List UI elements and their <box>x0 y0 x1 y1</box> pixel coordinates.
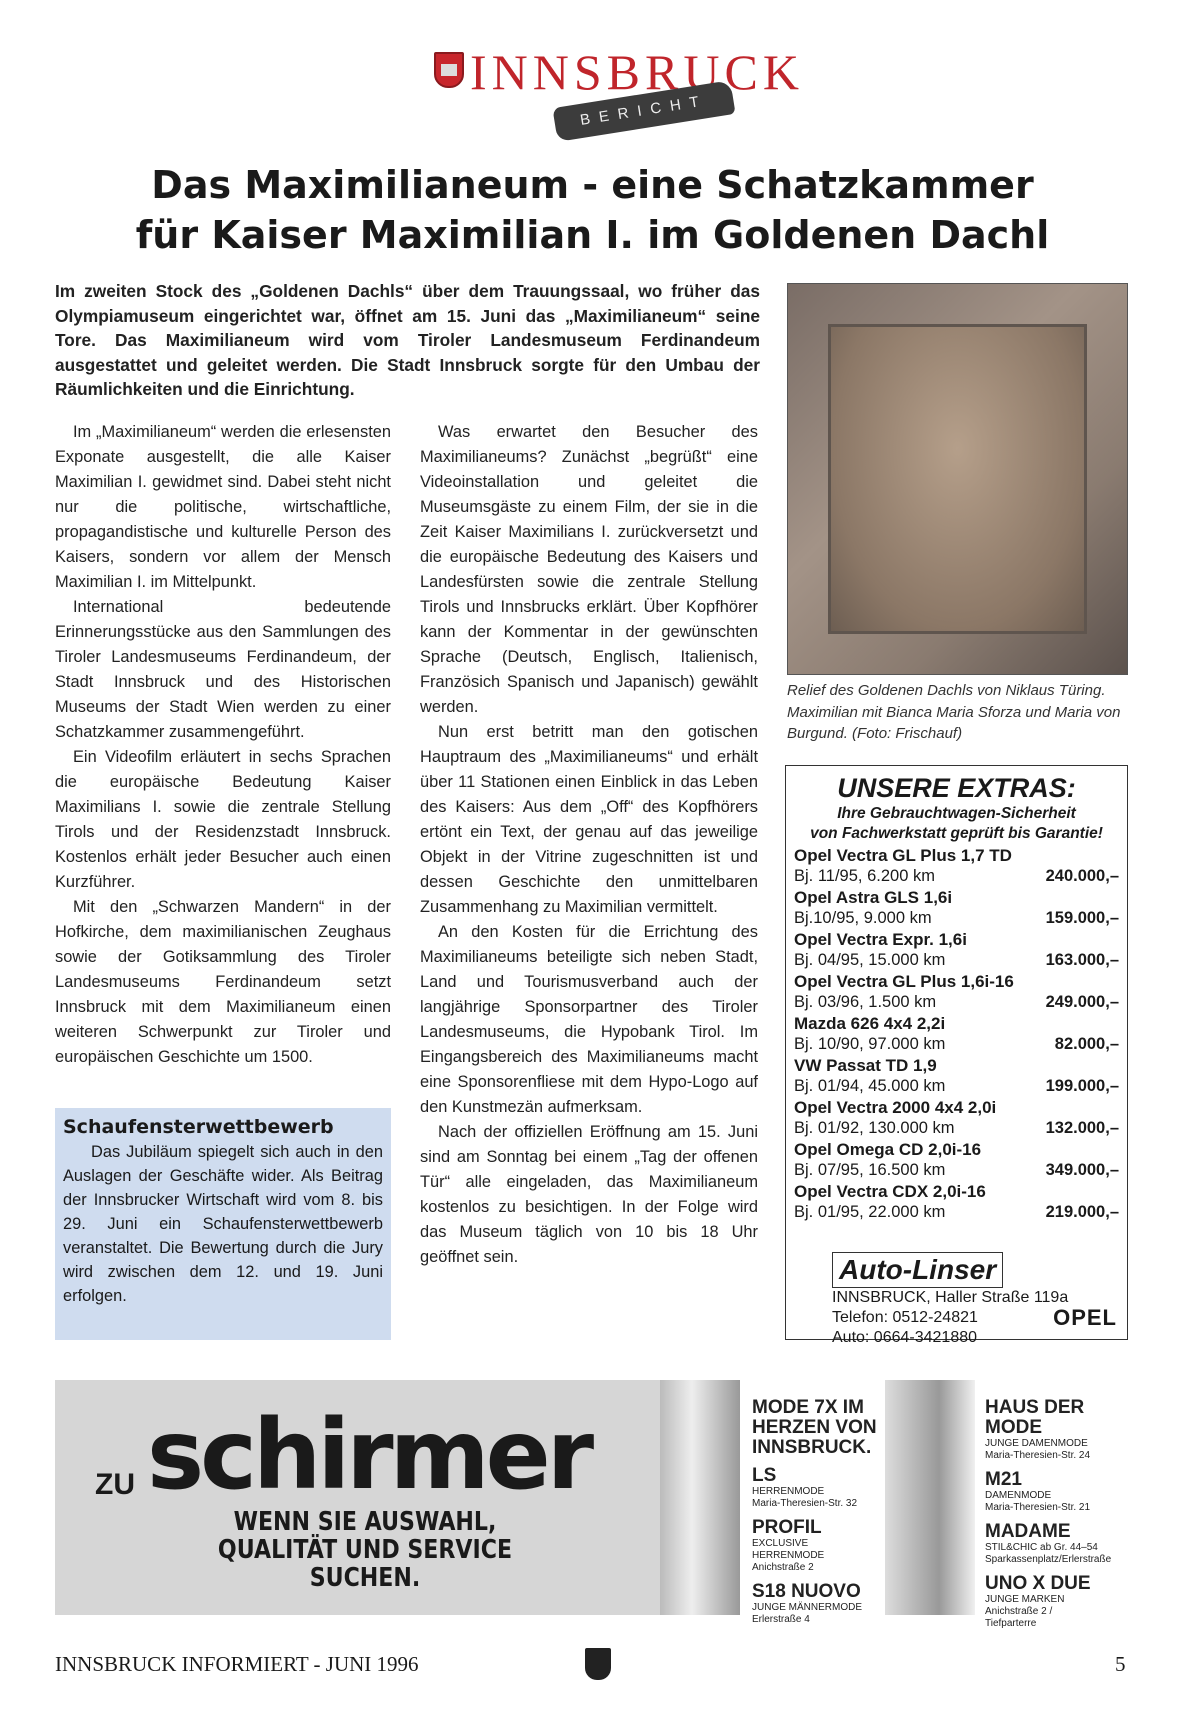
shop-type: HERRENMODE <box>752 1486 825 1497</box>
car-info: Bj. 07/95, 16.500 km <box>794 1161 946 1179</box>
man-photo <box>660 1380 740 1615</box>
shop-name: LS <box>752 1465 777 1486</box>
car-details <box>794 1076 1119 1096</box>
shop-name: S18 NUOVO <box>752 1581 861 1602</box>
footer-publication: INNSBRUCK INFORMIERT - JUNI 1996 <box>55 1652 419 1676</box>
car-name: Opel Vectra CDX 2,0i-16 <box>794 1182 986 1201</box>
paragraph: Was erwartet den Besucher des Maximilianeums? Zunächst „begrüßt“ eine Videoinstallation und geleitet die Museumsgäste zu einem Film, der sie in die Zeit Kaiser Maximilians I. zurückversetzt und die europäische Bedeutung des Kaisers und Landesfürsten sowie die zentrale Stellung Tirols und Innsbrucks erklärt. Über Kopfhörer kann der Kommentar in der gewünschten Sprache (Deutsch, Englisch, Italienisch, Französich Spanisch und Japanisch) gewählt werden. <box>420 423 758 716</box>
schirmer-ad <box>55 1380 1112 1629</box>
shop-address: Erlerstraße 4 <box>752 1614 810 1625</box>
paragraph: Mit den „Schwarzen Mandern“ in der Hofkirche, dem maximilianischen Zeughaus sowie der Gotiksammlung des Tiroler Landesmuseums Ferdinandeum setzt Innsbruck mit dem Maximilianeum einen weiteren Schwerpunkt zur Tiroler und europäischen Geschichte um 1500. <box>55 898 391 1066</box>
paragraph: Nun erst betritt man den gotischen Hauptraum des „Maximilianeums“ und erhält über 11 Stationen einen Einblick in das Leben des Kaisers: Aus dem „Off“ des Kopfhörers ertönt ein Text, der genau auf das jeweilige Objekt in der Vitrine zugeschnitten ist und dessen Geschichte den unmittelbaren Zusammenhang zu Maximilian vermittelt. <box>420 723 758 916</box>
schaufenster-sidebar <box>55 1108 391 1340</box>
ad-slogan <box>204 1508 527 1592</box>
shop-address: Anichstraße 2 <box>752 1562 814 1573</box>
car-price: 159.000,– <box>1045 909 1119 927</box>
car-price: 82.000,– <box>1054 1035 1119 1053</box>
car-details <box>794 866 1119 886</box>
title-line: Das Maximilianeum - eine Schatzkammer <box>151 163 1034 207</box>
shop-address: Maria-Theresien-Str. 24 <box>985 1450 1091 1461</box>
car-listing <box>794 846 1119 886</box>
shop-address: Maria-Theresien-Str. 21 <box>985 1502 1091 1513</box>
car-name: Opel Omega CD 2,0i-16 <box>794 1140 982 1159</box>
car-listing <box>794 1098 1119 1138</box>
car-name: Opel Vectra GL Plus 1,6i-16 <box>794 972 1014 991</box>
paragraph: Nach der offiziellen Eröffnung am 15. Juni sind am Sonntag bei einem „Tag der offenen Tür“ alle eingeladen, das Maximilianeum kostenlos zu besichtigen. In der Folge wird das Museum täglich von 10 bis 18 Uhr geöffnet sein. <box>420 1123 758 1266</box>
slogan-line: SUCHEN. <box>309 1563 421 1593</box>
shop-name: UNO X DUE <box>985 1573 1091 1594</box>
car-info: Bj. 11/95, 6.200 km <box>794 867 935 885</box>
shop-list-left <box>752 1398 882 1626</box>
car-info: Bj. 10/90, 97.000 km <box>794 1035 946 1053</box>
car-details <box>794 1034 1119 1054</box>
car-price: 132.000,– <box>1045 1119 1119 1137</box>
car-listing <box>794 888 1119 928</box>
car-listing <box>794 1014 1119 1054</box>
car-details <box>794 1160 1119 1180</box>
car-info: Bj. 04/95, 15.000 km <box>794 951 946 969</box>
shop-address: Sparkassenplatz/Erlerstraße <box>985 1554 1112 1565</box>
paragraph: An den Kosten für die Errichtung des Maximilianeums beteiligte sich neben Stadt, Land und Tourismusverband auch der langjährige Sponsorpartner des Tiroler Landesmuseums, die Hypobank Tirol. Im Eingangsbereich des Maximilianeums macht eine Sponsorenfliese mit dem Hypo-Logo auf den Kunstmezän aufmerksam. <box>420 923 758 1116</box>
car-info: Bj. 01/94, 45.000 km <box>794 1077 946 1095</box>
car-details <box>794 1202 1119 1222</box>
innsbruck-bericht-logo <box>434 44 804 134</box>
shop-name: MADAME <box>985 1521 1071 1542</box>
article-title <box>40 160 1145 260</box>
car-price: 163.000,– <box>1045 951 1119 969</box>
ad-subheading: von Fachwerkstatt geprüft bis Garantie! <box>810 825 1103 842</box>
sidebar-heading: Schaufensterwettbewerb <box>63 1116 334 1138</box>
paragraph: Im „Maximilianeum“ werden die erlesensten Exponate ausgestellt, die alle Kaiser Maximilian I. gewidmet sind. Dabei steht nicht nur die politische, wirtschaftliche, propagandistische und kulturelle Person des Kaisers, sondern vor allem der Mensch Maximilian I. im Mittelpunkt. <box>55 423 391 591</box>
car-list <box>794 846 1119 1222</box>
car-details <box>794 992 1119 1012</box>
shop-type: DAMENMODE <box>985 1490 1052 1501</box>
ad-zu: ZU <box>95 1468 135 1501</box>
car-price: 249.000,– <box>1045 993 1119 1011</box>
car-info: Bj. 01/95, 22.000 km <box>794 1203 946 1221</box>
car-info: Bj. 03/96, 1.500 km <box>794 993 937 1011</box>
car-price: 240.000,– <box>1045 867 1119 885</box>
innsbruck-crest-icon <box>434 52 464 88</box>
car-name: Mazda 626 4x4 2,2i <box>794 1014 946 1033</box>
car-details <box>794 950 1119 970</box>
page-number: 5 <box>1115 1652 1126 1676</box>
auto-linser-ad <box>785 765 1128 1346</box>
car-info: Bj. 01/92, 130.000 km <box>794 1119 955 1137</box>
paragraph: Ein Videofilm erläutert in sechs Sprachen die europäische Bedeutung Kaiser Maximilians I. sowie die zentrale Stellung Tirols und der Residenzstadt Innsbruck. Kostenlos erhält jeder Besucher auch einen Kurzführer. <box>55 748 391 891</box>
sidebar-text: Das Jubiläum spiegelt sich auch in den Auslagen der Geschäfte wider. Als Beitrag der Innsbrucker Wirtschaft wird vom 8. bis 29. Juni ein Schaufensterwettbewerb veranstaltet. Die Bewertung durch die Jury wird zwischen dem 12. und 19. Juni erfolgen. <box>63 1143 383 1305</box>
car-listing <box>794 1182 1119 1222</box>
innsbruck-crest-icon <box>585 1648 611 1680</box>
dealer-mobile: Auto: 0664-3421880 <box>832 1329 978 1346</box>
paragraph: International bedeutende Erinnerungsstücke aus den Sammlungen des Tiroler Landesmuseums Ferdinandeum, der Stadt Innsbruck und des Historischen Museums der Stadt Wien werden zu einer Schatzkammer zusammengeführt. <box>55 598 391 741</box>
car-name: Opel Astra GLS 1,6i <box>794 888 953 907</box>
dealer-logo: Auto-Linser <box>832 1252 1003 1288</box>
slogan-line: WENN SIE AUSWAHL, <box>233 1507 497 1537</box>
logo-subtitle: BERICHT <box>552 80 735 142</box>
shop-list-right <box>985 1397 1112 1630</box>
shop-type: JUNGE MARKEN <box>985 1594 1065 1605</box>
shop-address: Maria-Theresien-Str. 32 <box>752 1498 858 1509</box>
car-price: 349.000,– <box>1045 1161 1119 1179</box>
car-info: Bj.10/95, 9.000 km <box>794 909 932 927</box>
logo-word: INNSBRUCK <box>470 44 804 100</box>
car-details <box>794 908 1119 928</box>
shop-type: STIL&CHIC ab Gr. 44–54 <box>985 1542 1098 1553</box>
woman-photo <box>885 1380 975 1615</box>
article-column-2 <box>420 420 758 1270</box>
title-line: für Kaiser Maximilian I. im Goldenen Dachl <box>135 213 1050 257</box>
shop-type: JUNGE MÄNNERMODE <box>752 1602 863 1613</box>
car-name: Opel Vectra GL Plus 1,7 TD <box>794 846 1012 865</box>
dealer-phone: Telefon: 0512-24821 <box>832 1309 978 1326</box>
car-listing <box>794 930 1119 970</box>
slogan-line: QUALITÄT UND SERVICE <box>217 1535 513 1565</box>
article-intro: Im zweiten Stock des „Goldenen Dachls“ über dem Trauungssaal, wo früher das Olympiamuseum eingerichtet war, öffnet am 15. Juni das „Maximilianeum“ seine Tore. Das Maximilianeum wird vom Tiroler Landesmuseum Ferdinandeum ausgestattet und geleitet werden. Die Stadt Innsbruck sorgte für den Umbau der Räumlichkeiten und die Einrichtung. <box>55 281 760 399</box>
ad-heading: UNSERE EXTRAS: <box>837 773 1076 803</box>
car-name: VW Passat TD 1,9 <box>794 1056 937 1075</box>
car-name: Opel Vectra 2000 4x4 2,0i <box>794 1098 997 1117</box>
shop-type: EXCLUSIVE HERRENMODE <box>752 1538 825 1561</box>
shop-name: PROFIL <box>752 1517 822 1538</box>
shop-name: HAUS DER MODE <box>985 1397 1085 1438</box>
shop-name: M21 <box>985 1469 1022 1490</box>
schirmer-logo: schirmer <box>147 1399 591 1511</box>
car-price: 199.000,– <box>1045 1077 1119 1095</box>
car-listing <box>794 972 1119 1012</box>
schirmer-panel <box>55 1380 660 1615</box>
shop-address: Anichstraße 2 / Tiefparterre <box>985 1606 1053 1629</box>
relief-photo <box>787 283 1128 675</box>
shop-type: JUNGE DAMENMODE <box>985 1438 1088 1449</box>
dealer-address: INNSBRUCK, Haller Straße 119a <box>832 1289 1069 1306</box>
car-price: 219.000,– <box>1045 1203 1119 1221</box>
car-name: Opel Vectra Expr. 1,6i <box>794 930 967 949</box>
shop-name: MODE 7X IM HERZEN VON INNSBRUCK. <box>752 1397 877 1458</box>
car-listing <box>794 1056 1119 1096</box>
opel-logo: OPEL <box>1053 1305 1117 1330</box>
article-column-1 <box>55 420 391 1070</box>
car-details <box>794 1118 1119 1138</box>
ad-subheading: Ihre Gebrauchtwagen-Sicherheit <box>837 805 1076 822</box>
car-listing <box>794 1140 1119 1180</box>
photo-caption: Relief des Goldenen Dachls von Niklaus Türing. Maximilian mit Bianca Maria Sforza und Maria von Burgund. (Foto: Frischauf) <box>787 682 1121 742</box>
